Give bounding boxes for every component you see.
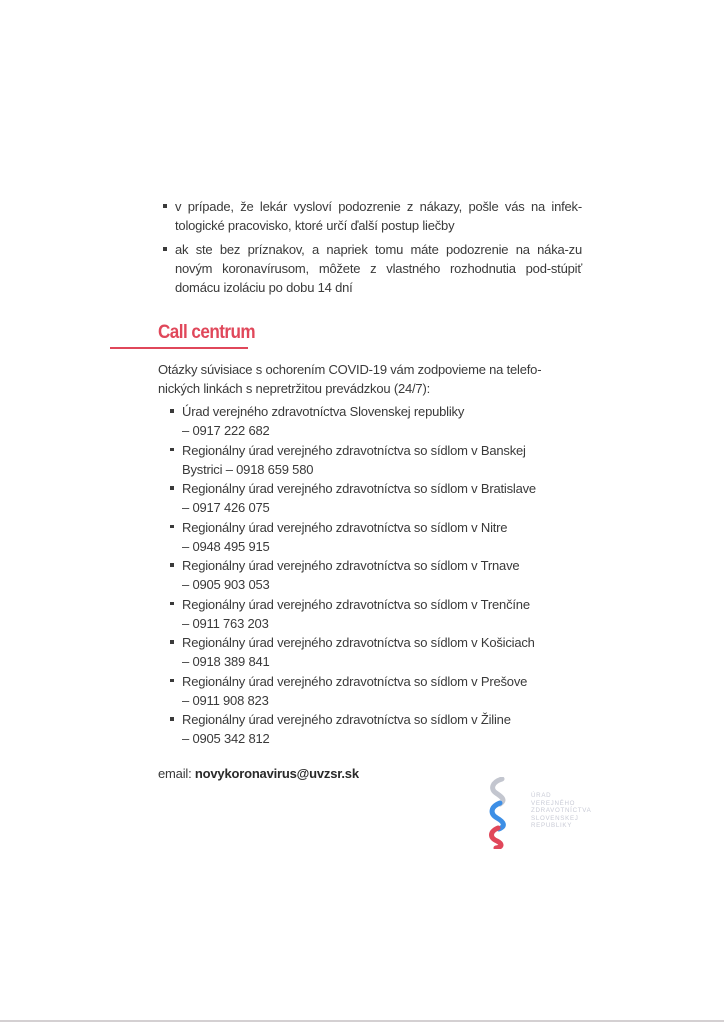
call-center-phone[interactable]: – 0905 342 812 bbox=[182, 731, 270, 746]
email-address[interactable]: novykoronavirus@uvzsr.sk bbox=[194, 766, 359, 781]
heading-underline bbox=[110, 347, 248, 349]
logo-text-line: REPUBLIKY bbox=[531, 822, 573, 829]
call-center-phone[interactable]: – 0905 903 053 bbox=[182, 577, 270, 592]
call-center-name: Úrad verejného zdravotníctva Slovenskej republiky bbox=[182, 404, 465, 419]
page-bottom-edge bbox=[0, 1020, 724, 1022]
bullet-item bbox=[162, 197, 582, 235]
call-center-name: Regionálny úrad verejného zdravotníctva so sídlom v Nitre bbox=[182, 519, 508, 535]
intro-line: nických linkách s nepretržitou prevádzkou (24/7): bbox=[158, 381, 431, 396]
section-heading: Call centrum bbox=[158, 322, 256, 343]
call-center-phone[interactable]: Bystrici – 0918 659 580 bbox=[182, 461, 314, 477]
call-center-name: Regionálny úrad verejného zdravotníctva so sídlom v Bratislave bbox=[182, 481, 536, 496]
call-center-name: Regionálny úrad verejného zdravotníctva so sídlom v Banskej bbox=[182, 442, 526, 458]
logo-text-line: VEREJNÉHO bbox=[531, 799, 576, 807]
call-center-item bbox=[170, 402, 600, 441]
bullet-text: v prípade, že lekár vysloví podozrenie z nákazy, pošle vás na infek-tologické pracovisko, ktoré určí ďalší postup liečby bbox=[175, 199, 582, 233]
call-center-item bbox=[170, 556, 600, 595]
call-center-item bbox=[170, 710, 600, 749]
call-center-name: Regionálny úrad verejného zdravotníctva so sídlom v Žiline bbox=[182, 712, 511, 727]
call-center-phone[interactable]: – 0918 389 841 bbox=[182, 654, 270, 669]
uvzsr-logo bbox=[484, 777, 614, 849]
call-center-phone[interactable]: – 0917 426 075 bbox=[182, 500, 270, 515]
bullet-marker bbox=[170, 448, 174, 452]
logo-text-line: SLOVENSKEJ bbox=[531, 814, 579, 822]
call-center-item bbox=[170, 595, 600, 634]
bullet-marker bbox=[163, 247, 167, 251]
intro-paragraph bbox=[158, 360, 588, 398]
bullet-text: ak ste bez príznakov, a napriek tomu máte podozrenie na náka-zu novým koronavírusom, môžete z vlastného rozhodnutia pod-stúpiť domácu izoláciu po dobu 14 dní bbox=[175, 242, 582, 295]
bullet-marker bbox=[170, 679, 174, 683]
email-label: email: bbox=[158, 766, 192, 781]
call-center-item bbox=[170, 441, 600, 480]
email-line bbox=[158, 764, 359, 783]
call-center-name: Regionálny úrad verejného zdravotníctva so sídlom v Košiciach bbox=[182, 635, 535, 650]
bullet-marker bbox=[170, 486, 174, 490]
bullet-marker bbox=[163, 204, 167, 208]
bullet-marker bbox=[170, 602, 174, 606]
call-center-item bbox=[170, 672, 600, 711]
bullet-marker bbox=[170, 640, 174, 644]
bullet-item bbox=[162, 240, 582, 297]
call-center-item bbox=[170, 633, 600, 672]
bullet-marker bbox=[170, 563, 174, 567]
logo-wordmark bbox=[531, 792, 591, 830]
logo-text-line: ZDRAVOTNÍCTVA bbox=[531, 807, 592, 814]
call-center-phone[interactable]: – 0917 222 682 bbox=[182, 423, 270, 438]
call-center-list bbox=[170, 402, 600, 749]
intro-line: Otázky súvisiace s ochorením COVID-19 vám zodpovieme na telefo- bbox=[158, 362, 542, 377]
logo-stroke-gray bbox=[493, 779, 503, 804]
call-center-phone[interactable]: – 0911 763 203 bbox=[182, 615, 269, 631]
symptom-bullets bbox=[162, 197, 582, 302]
bullet-marker bbox=[170, 525, 174, 529]
bullet-marker bbox=[170, 717, 174, 721]
call-center-name: Regionálny úrad verejného zdravotníctva so sídlom v Trnave bbox=[182, 558, 520, 573]
call-center-item bbox=[170, 479, 600, 518]
call-center-phone[interactable]: – 0948 495 915 bbox=[182, 538, 270, 554]
logo-text-line: ÚRAD bbox=[531, 792, 552, 799]
call-center-name: Regionálny úrad verejného zdravotníctva so sídlom v Prešove bbox=[182, 673, 528, 689]
call-center-name: Regionálny úrad verejného zdravotníctva so sídlom v Trenčíne bbox=[182, 596, 530, 612]
call-center-phone[interactable]: – 0911 908 823 bbox=[182, 692, 269, 708]
bullet-marker bbox=[170, 409, 174, 413]
logo-stroke-blue bbox=[492, 803, 503, 829]
logo-mark-icon bbox=[484, 777, 524, 849]
call-center-item bbox=[170, 518, 600, 557]
